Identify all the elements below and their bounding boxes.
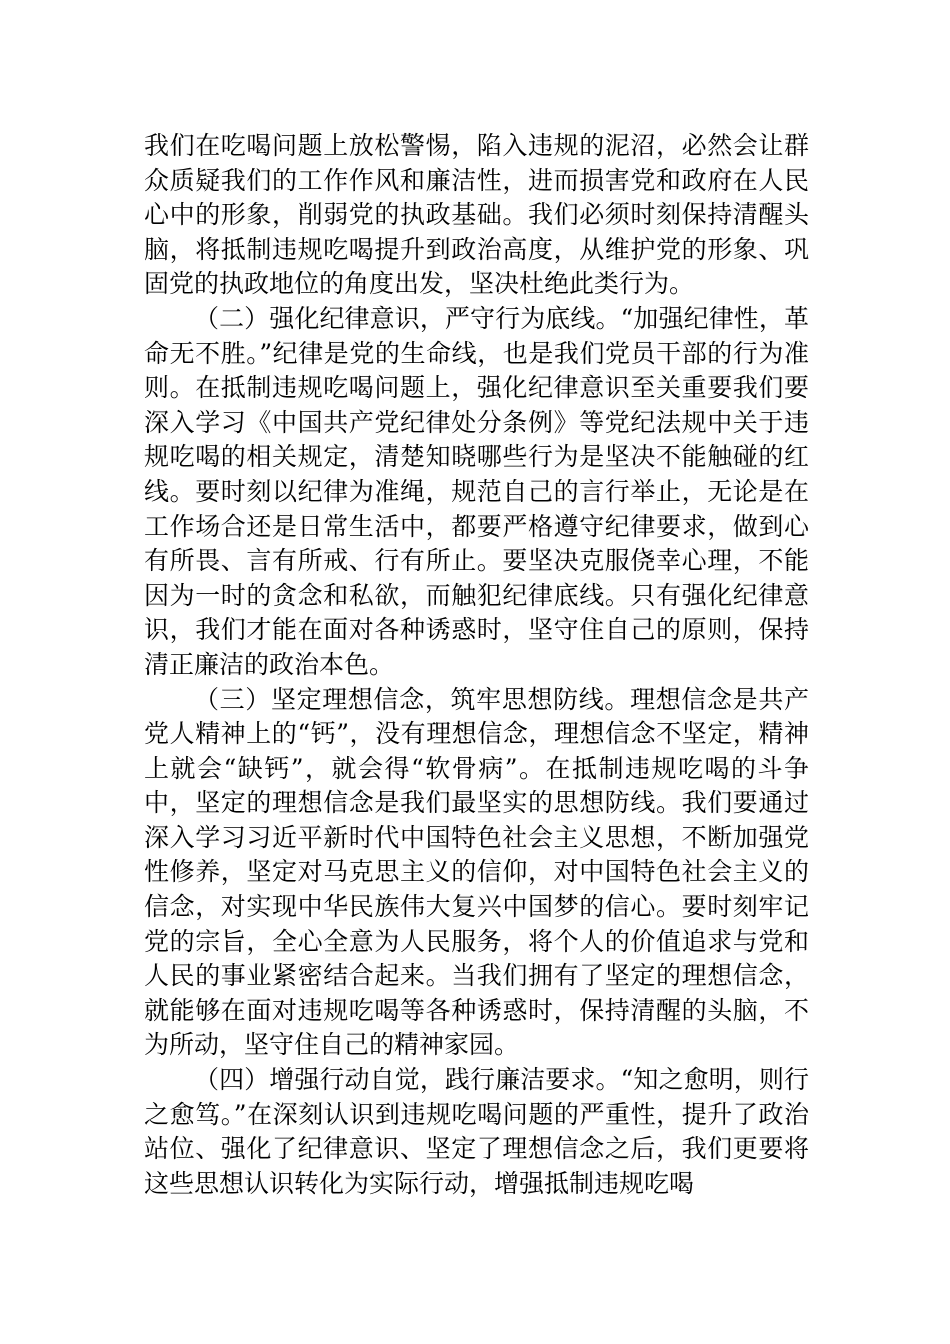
paragraph-action-consciousness: （四）增强行动自觉，践行廉洁要求。“知之愈明，则行之愈笃。”在深刻认识到违规吃喝问题的严重性，提升了政治站位、强化了纪律意识、坚定了理想信念之后，我们更要将这些思想认识转化为实际行动，增强抵制违规吃喝: [144, 1065, 809, 1198]
paragraph-continuation: 我们在吃喝问题上放松警惕，陷入违规的泥沼，必然会让群众质疑我们的工作作风和廉洁性，进而损害党和政府在人民心中的形象，削弱党的执政基础。我们必须时刻保持清醒头脑，将抵制违规吃喝提升到政治高度，从维护党的形象、巩固党的执政地位的角度出发，坚决杜绝此类行为。: [144, 131, 809, 299]
paragraph-ideals-beliefs: （三）坚定理想信念，筑牢思想防线。理想信念是共产党人精神上的“钙”，没有理想信念，理想信念不坚定，精神上就会“缺钙”，就会得“软骨病”。在抵制违规吃喝的斗争中，坚定的理想信念是我们最坚实的思想防线。我们要通过深入学习习近平新时代中国特色社会主义思想，不断加强党性修养，坚定对马克思主义的信仰，对中国特色社会主义的信念，对实现中华民族伟大复兴中国梦的信心。要时刻牢记党的宗旨，全心全意为人民服务，将个人的价值追求与党和人民的事业紧密结合起来。当我们拥有了坚定的理想信念，就能够在面对违规吃喝等各种诱惑时，保持清醒的头脑，不为所动，坚守住自己的精神家园。: [144, 684, 809, 1060]
document-page: [144, 129, 809, 1201]
paragraph-discipline-awareness: （二）强化纪律意识，严守行为底线。“加强纪律性，革命无不胜。”纪律是党的生命线，也是我们党员干部的行为准则。在抵制违规吃喝问题上，强化纪律意识至关重要我们要深入学习《中国共产党纪律处分条例》等党纪法规中关于违规吃喝的相关规定，清楚知晓哪些行为是坚决不能触碰的红线。要时刻以纪律为准绳，规范自己的言行举止，无论是在工作场合还是日常生活中，都要严格遵守纪律要求，做到心有所畏、言有所戒、行有所止。要坚决克服侥幸心理，不能因为一时的贪念和私欲，而触犯纪律底线。只有强化纪律意识，我们才能在面对各种诱惑时，坚守住自己的原则，保持清正廉洁的政治本色。: [144, 303, 809, 679]
